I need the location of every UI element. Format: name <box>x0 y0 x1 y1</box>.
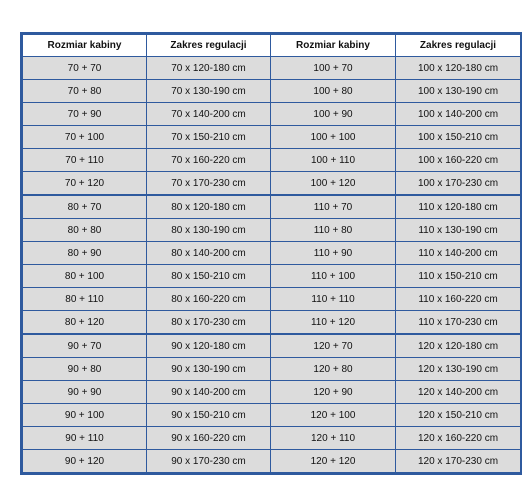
adjustment-range-cell: 110 x 140-200 cm <box>396 242 521 265</box>
cabin-size-cell: 120 + 100 <box>271 404 396 427</box>
table-body <box>23 57 521 473</box>
adjustment-range-cell: 90 x 170-230 cm <box>147 450 271 473</box>
adjustment-range-cell: 70 x 130-190 cm <box>147 80 271 103</box>
adjustment-range-cell: 70 x 120-180 cm <box>147 57 271 80</box>
cabin-size-cell: 120 + 120 <box>271 450 396 473</box>
cabin-size-cell: 80 + 110 <box>23 288 147 311</box>
cabin-size-cell: 80 + 120 <box>23 311 147 335</box>
adjustment-range-cell: 70 x 150-210 cm <box>147 126 271 149</box>
adjustment-range-cell: 80 x 170-230 cm <box>147 311 271 335</box>
header-adjustment-range-2: Zakres regulacji <box>396 35 521 57</box>
adjustment-range-cell: 80 x 120-180 cm <box>147 195 271 219</box>
table-row <box>23 427 521 450</box>
cabin-size-cell: 90 + 100 <box>23 404 147 427</box>
cabin-size-cell: 80 + 100 <box>23 265 147 288</box>
adjustment-range-cell: 70 x 160-220 cm <box>147 149 271 172</box>
cabin-size-cell: 100 + 70 <box>271 57 396 80</box>
table-header-row <box>23 35 521 57</box>
adjustment-range-cell: 100 x 160-220 cm <box>396 149 521 172</box>
adjustment-range-cell: 70 x 170-230 cm <box>147 172 271 196</box>
cabin-size-cell: 120 + 70 <box>271 334 396 358</box>
cabin-size-cell: 70 + 80 <box>23 80 147 103</box>
table-row <box>23 242 521 265</box>
header-cabin-size-2: Rozmiar kabiny <box>271 35 396 57</box>
table-row <box>23 103 521 126</box>
adjustment-range-cell: 80 x 140-200 cm <box>147 242 271 265</box>
table-row <box>23 404 521 427</box>
cabin-size-cell: 110 + 120 <box>271 311 396 335</box>
cabin-size-cell: 110 + 90 <box>271 242 396 265</box>
cabin-size-cell: 70 + 90 <box>23 103 147 126</box>
table-row <box>23 358 521 381</box>
cabin-size-cell: 90 + 80 <box>23 358 147 381</box>
adjustment-range-cell: 120 x 170-230 cm <box>396 450 521 473</box>
adjustment-range-cell: 120 x 120-180 cm <box>396 334 521 358</box>
adjustment-range-cell: 120 x 150-210 cm <box>396 404 521 427</box>
table-row <box>23 57 521 80</box>
cabin-size-cell: 120 + 80 <box>271 358 396 381</box>
adjustment-range-cell: 100 x 120-180 cm <box>396 57 521 80</box>
cabin-size-cell: 70 + 70 <box>23 57 147 80</box>
table-row <box>23 80 521 103</box>
size-table-container <box>20 32 522 475</box>
cabin-size-cell: 100 + 80 <box>271 80 396 103</box>
table-row <box>23 311 521 335</box>
adjustment-range-cell: 100 x 150-210 cm <box>396 126 521 149</box>
table-row <box>23 219 521 242</box>
table-row <box>23 149 521 172</box>
adjustment-range-cell: 80 x 160-220 cm <box>147 288 271 311</box>
header-adjustment-range-1: Zakres regulacji <box>147 35 271 57</box>
adjustment-range-cell: 90 x 160-220 cm <box>147 427 271 450</box>
cabin-size-cell: 110 + 110 <box>271 288 396 311</box>
cabin-size-cell: 110 + 70 <box>271 195 396 219</box>
table-row <box>23 334 521 358</box>
adjustment-range-cell: 120 x 130-190 cm <box>396 358 521 381</box>
adjustment-range-cell: 100 x 140-200 cm <box>396 103 521 126</box>
size-table <box>22 34 521 473</box>
adjustment-range-cell: 100 x 170-230 cm <box>396 172 521 196</box>
adjustment-range-cell: 90 x 150-210 cm <box>147 404 271 427</box>
table-row <box>23 172 521 196</box>
adjustment-range-cell: 100 x 130-190 cm <box>396 80 521 103</box>
adjustment-range-cell: 110 x 130-190 cm <box>396 219 521 242</box>
cabin-size-cell: 100 + 110 <box>271 149 396 172</box>
cabin-size-cell: 80 + 90 <box>23 242 147 265</box>
table-row <box>23 288 521 311</box>
table-row <box>23 195 521 219</box>
cabin-size-cell: 70 + 110 <box>23 149 147 172</box>
cabin-size-cell: 90 + 90 <box>23 381 147 404</box>
adjustment-range-cell: 80 x 150-210 cm <box>147 265 271 288</box>
adjustment-range-cell: 110 x 150-210 cm <box>396 265 521 288</box>
cabin-size-cell: 110 + 80 <box>271 219 396 242</box>
cabin-size-cell: 90 + 110 <box>23 427 147 450</box>
cabin-size-cell: 90 + 120 <box>23 450 147 473</box>
cabin-size-cell: 80 + 80 <box>23 219 147 242</box>
adjustment-range-cell: 110 x 160-220 cm <box>396 288 521 311</box>
adjustment-range-cell: 90 x 140-200 cm <box>147 381 271 404</box>
cabin-size-cell: 120 + 110 <box>271 427 396 450</box>
adjustment-range-cell: 110 x 170-230 cm <box>396 311 521 335</box>
adjustment-range-cell: 90 x 130-190 cm <box>147 358 271 381</box>
adjustment-range-cell: 120 x 160-220 cm <box>396 427 521 450</box>
adjustment-range-cell: 120 x 140-200 cm <box>396 381 521 404</box>
table-row <box>23 450 521 473</box>
adjustment-range-cell: 90 x 120-180 cm <box>147 334 271 358</box>
adjustment-range-cell: 80 x 130-190 cm <box>147 219 271 242</box>
cabin-size-cell: 70 + 100 <box>23 126 147 149</box>
cabin-size-cell: 70 + 120 <box>23 172 147 196</box>
table-row <box>23 265 521 288</box>
table-row <box>23 126 521 149</box>
cabin-size-cell: 90 + 70 <box>23 334 147 358</box>
table-row <box>23 381 521 404</box>
cabin-size-cell: 100 + 100 <box>271 126 396 149</box>
cabin-size-cell: 80 + 70 <box>23 195 147 219</box>
cabin-size-cell: 110 + 100 <box>271 265 396 288</box>
adjustment-range-cell: 70 x 140-200 cm <box>147 103 271 126</box>
adjustment-range-cell: 110 x 120-180 cm <box>396 195 521 219</box>
cabin-size-cell: 100 + 120 <box>271 172 396 196</box>
cabin-size-cell: 100 + 90 <box>271 103 396 126</box>
cabin-size-cell: 120 + 90 <box>271 381 396 404</box>
header-cabin-size-1: Rozmiar kabiny <box>23 35 147 57</box>
